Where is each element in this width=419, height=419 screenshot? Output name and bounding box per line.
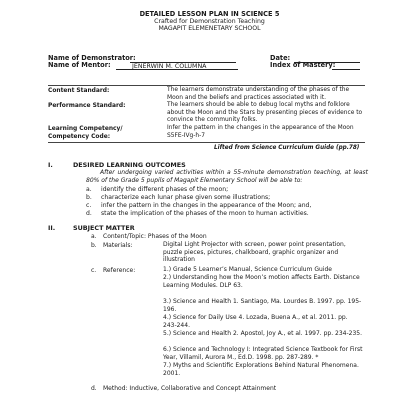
document-title: DETAILED LESSON PLAN IN SCIENCE 5	[139, 10, 280, 18]
outcome-a-letter: a.	[86, 186, 92, 193]
document-subtitle: Crafted for Demonstration Teaching	[154, 18, 265, 25]
reference-4: 4.) Science for Daily Use 4. Lozada, Buena A., et al. 2011. pp. 243-244.	[163, 314, 348, 329]
outcome-c-letter: c.	[86, 202, 92, 209]
section-2-heading: SUBJECT MATTER	[73, 224, 135, 232]
reference-3: 3.) Science and Health 1. Santiago, Ma. Lourdes B. 1997. pp. 195-196.	[163, 298, 362, 313]
mentor-label: Name of Mentor:	[48, 61, 111, 69]
outcome-b-letter: b.	[86, 194, 92, 201]
mentor-underline	[116, 62, 238, 70]
mastery-label: Index of Mastery:	[270, 61, 336, 69]
topic-letter: a.	[91, 233, 97, 240]
outcome-d-text: state the implication of the phases of the moon to human activities.	[101, 210, 309, 217]
divider-top	[48, 85, 365, 86]
reference-2: 2.) Understanding how the Moon’s motion affects Earth. Distance Learning Modules. DLP 63.	[163, 274, 360, 289]
section-2-numeral: II.	[48, 224, 56, 232]
performance-standard-text: The learners should be able to debug local myths and folklore about the Moon and the Stars by presenting pieces of evidence to convince the community folks.	[167, 102, 363, 124]
outcome-c-text: infer the pattern in the changes in the appearance of the Moon; and,	[101, 202, 312, 209]
performance-standard-label: Performance Standard:	[48, 103, 126, 109]
date-label: Date:	[270, 54, 291, 62]
competency-code-label: Competency Code:	[48, 134, 111, 140]
competency-text: Infer the pattern in the changes in the appearance of the Moon	[167, 125, 354, 131]
outcome-d-letter: d.	[86, 210, 92, 217]
outcome-a-text: identify the different phases of the moon;	[101, 186, 229, 193]
section-1-intro: After undergoing varied activities within a 55-minute demonstration teaching, at least 80% of the Grade 5 pupils of Magapit Elementary School will be able to:	[86, 169, 368, 185]
competency-code: S5FE-IVg-h-7	[167, 133, 205, 139]
competency-label: Learning Competency/	[48, 126, 123, 132]
content-standard-label: Content Standard:	[48, 88, 110, 94]
school-name: MAGAPIT ELEMENETARY SCHOOL	[158, 25, 261, 32]
materials-text: Digital Light Projector with screen, power point presentation, puzzle pieces, pictures, chalkboard, graphic organizer and illustration	[163, 241, 346, 264]
method-letter: d.	[91, 385, 97, 392]
method-text: Method: Inductive, Collaborative and Concept Attainment	[103, 385, 277, 392]
outcome-b-text: characterize each lunar phase given some illustrations;	[101, 194, 271, 201]
reference-5: 5.) Science and Health 2. Apostol, Joy A., et al. 1997. pp. 234-235.	[163, 330, 363, 337]
content-standard-text: The learners demonstrate understanding of the phases of the Moon and the beliefs and practices associated with it.	[167, 87, 350, 101]
materials-label: Materials:	[103, 242, 133, 249]
materials-letter: b.	[91, 242, 97, 249]
reference-label: Reference:	[103, 267, 136, 274]
demonstrator-label: Name of Demonstrator:	[48, 54, 136, 62]
reference-letter: c.	[91, 267, 97, 274]
section-1-numeral: I.	[48, 161, 53, 169]
demonstrator-value: JENERWIN M. COLUMNA	[132, 63, 207, 70]
section-1-heading: DESIRED LEARNING OUTCOMES	[73, 161, 186, 169]
divider-bottom	[48, 142, 365, 143]
curriculum-guide-note: Lifted from Science Curriculum Guide (pp.78)	[214, 145, 360, 151]
reference-1: 1.) Grade 5 Learner’s Manual, Science Curriculum Guide	[163, 266, 332, 273]
topic-text: Content/Topic: Phases of the Moon	[103, 233, 207, 240]
reference-7: 7.) Myths and Scientific Explorations Behind Natural Phenomena. 2001.	[163, 362, 359, 377]
reference-6: 6.) Science and Technology I: Integrated Science Textbook for First Year, Villamil, Aurora M., Ed.D. 1998. pp. 287-289. *	[163, 346, 363, 361]
mastery-underline	[332, 62, 360, 70]
